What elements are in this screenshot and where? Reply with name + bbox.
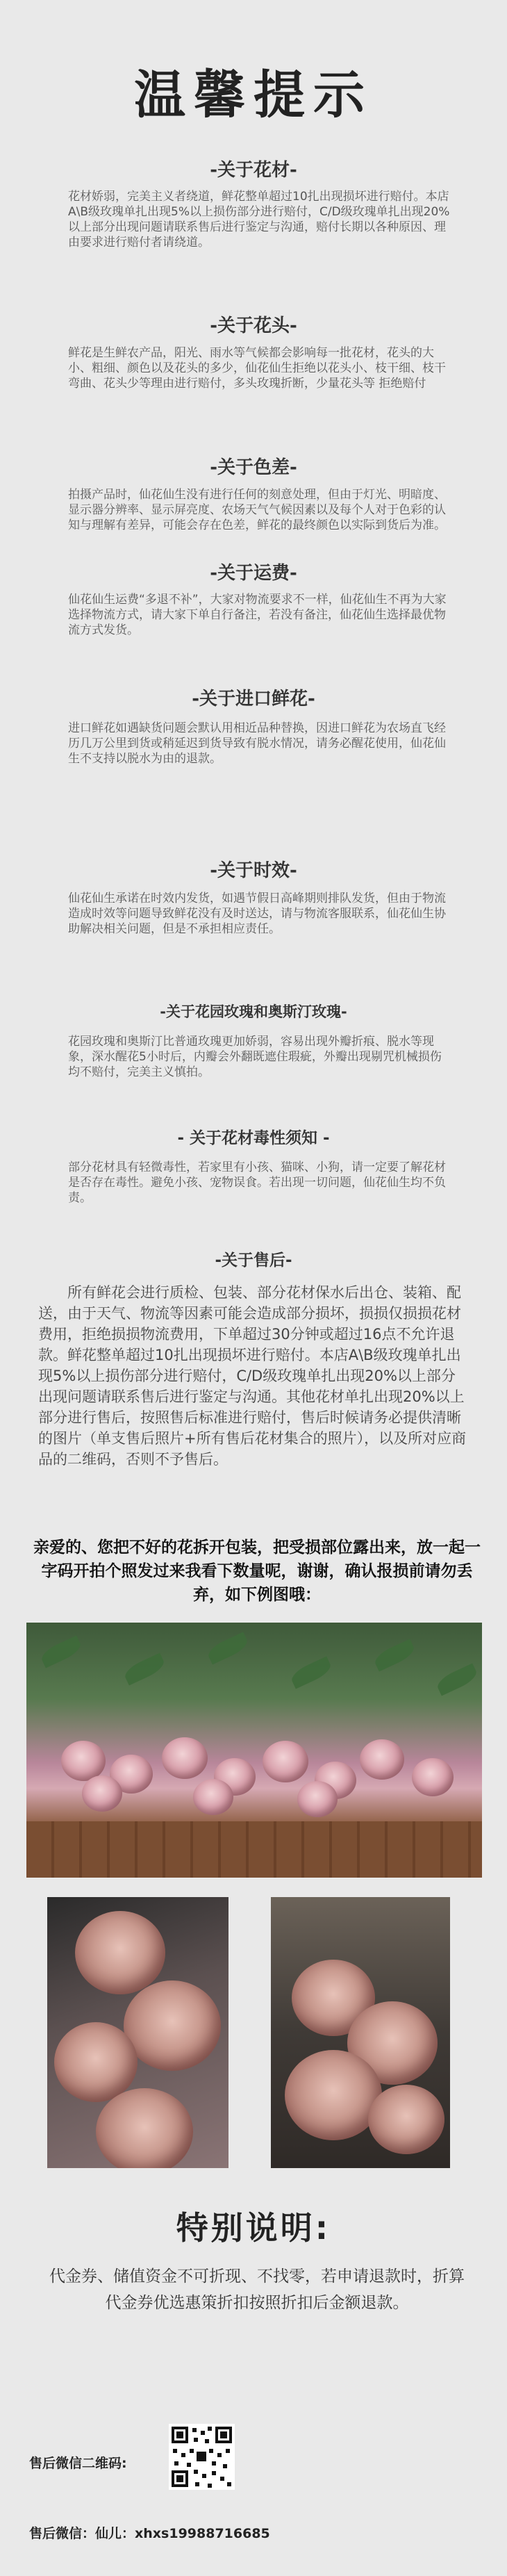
section-body-garden-roses: 花园玫瑰和奥斯汀比普通玫瑰更加娇弱，容易出现外瓣折痕、脱水等现象，深水醒花5小时后，内瓣会外翻既遮住瑕疵，外瓣出现剔咒机械损伤均不赔付，完美主义慎拍。	[68, 1035, 442, 1079]
section-heading-flowers: -关于花材-	[210, 160, 297, 181]
page-title: 温馨提示	[134, 65, 373, 125]
after-sales-heading: -关于售后-	[215, 1252, 292, 1270]
section-heading-shipping: -关于运费-	[210, 563, 297, 584]
section-body-flowers: 花材娇弱，完美主义者绕道，鲜花整单超过10扎出现损坏进行赔付。本店A\B级玫瑰单扎出现5%以上损伤部分进行赔付，C/D级玫瑰单扎出现20%以上部分出现问题请联系售后进行鉴定与沟通，赔付长期以各种原因、理由要求进行赔付者请绕道。	[68, 190, 450, 249]
section-body-shipping: 仙花仙生运费“多退不补”，大家对物流要求不一样，仙花仙生不再为大家选择物流方式，请大家下单自行备注，若没有备注，仙花仙生选择最优物流方式发货。	[68, 593, 447, 637]
after-sales-body: 所有鲜花会进行质检、包装、部分花材保水后出仓、装箱、配送，由于天气、物流等因素可能会造成部分损坏，损损仅损损花材费用，拒绝损损物流费用，下单超过30分钟或超过16点不允许退款。鲜花整单超过10扎出现损坏进行赔付。本店A\B级玫瑰单扎出现5%以上损伤部分进行赔付，C/D级玫瑰单扎出现20%以上部分出现问题请联系售后进行鉴定与沟通。其他花材单扎出现20%以上部分进行售后，按照售后标准进行赔付，售后时候请务必提供清晰的图片（单支售后照片+所有售后花材集合的照片），以及所对应商品的二维码，否则不予售后。	[38, 1284, 467, 1468]
section-heading-timeliness: -关于时效-	[210, 860, 297, 881]
wechat-contact: 售后微信：仙儿：xhxs19988716685	[29, 2526, 270, 2541]
section-body-timeliness: 仙花仙生承诺在时效内发货，如遇节假日高峰期则排队发货，但由于物流造成时效等问题导致鲜花没有及时送达，请与物流客服联系，仙花仙生协助解决相关问题，但是不承担相应责任。	[68, 892, 446, 936]
example-photo-closeup-right	[271, 1897, 450, 2168]
section-heading-flower-head: -关于花头-	[210, 315, 297, 336]
notice-text: 亲爱的、您把不好的花拆开包装，把受损部位露出来，放一起一字码开拍个照发过来我看下数量呢，谢谢，确认报损前请勿丢弃，如下例图哦：	[33, 1539, 481, 1604]
qr-code-icon	[169, 2424, 235, 2490]
section-heading-garden-roses: -关于花园玫瑰和奥斯汀玫瑰-	[160, 1003, 347, 1020]
section-heading-toxicity: - 关于花材毒性须知 -	[177, 1129, 330, 1147]
wechat-qr-code	[169, 2424, 235, 2490]
special-note-title: 特别说明:	[176, 2209, 331, 2247]
special-note-body: 代金券、储值资金不可折现、不找零，若申请退款时，折算代金券优选惠策折扣按照折扣后金额退款。	[49, 2267, 465, 2312]
section-body-toxicity: 部分花材具有轻微毒性，若家里有小孩、猫咪、小狗，请一定要了解花材是否存在毒性。避免小孩、宠物误食。若出现一切问题，仙花仙生均不负责。	[68, 1160, 446, 1205]
example-photo-closeup-left	[47, 1897, 228, 2168]
section-heading-color: -关于色差-	[210, 457, 297, 478]
section-body-imported: 进口鲜花如遇缺货问题会默认用相近品种替换，因进口鲜花为农场直飞经历几万公里到货或稍延迟到货导致有脱水情况，请务必醒花使用，仙花仙生不支持以脱水为由的退款。	[68, 721, 446, 766]
qr-label: 售后微信二维码:	[29, 2456, 127, 2471]
section-body-color: 拍摄产品时，仙花仙生没有进行任何的刻意处理，但由于灯光、明暗度、显示器分辨率、显示屏亮度、农场天气气候因素以及每个人对于色彩的认知与理解有差异，可能会存在色差，鲜花的最终颜色以实际到货后为准。	[68, 488, 446, 532]
section-heading-imported: -关于进口鲜花-	[192, 689, 315, 709]
example-photo-bundle	[26, 1623, 482, 1878]
section-body-flower-head: 鲜花是生鲜农产品，阳光、雨水等气候都会影响每一批花材，花头的大小、粗细、颜色以及花头的多少，仙花仙生拒绝以花头小、枝干细、枝干弯曲、花头少等理由进行赔付，多头玫瑰折断，少量花头等 拒绝赔付	[68, 346, 446, 391]
